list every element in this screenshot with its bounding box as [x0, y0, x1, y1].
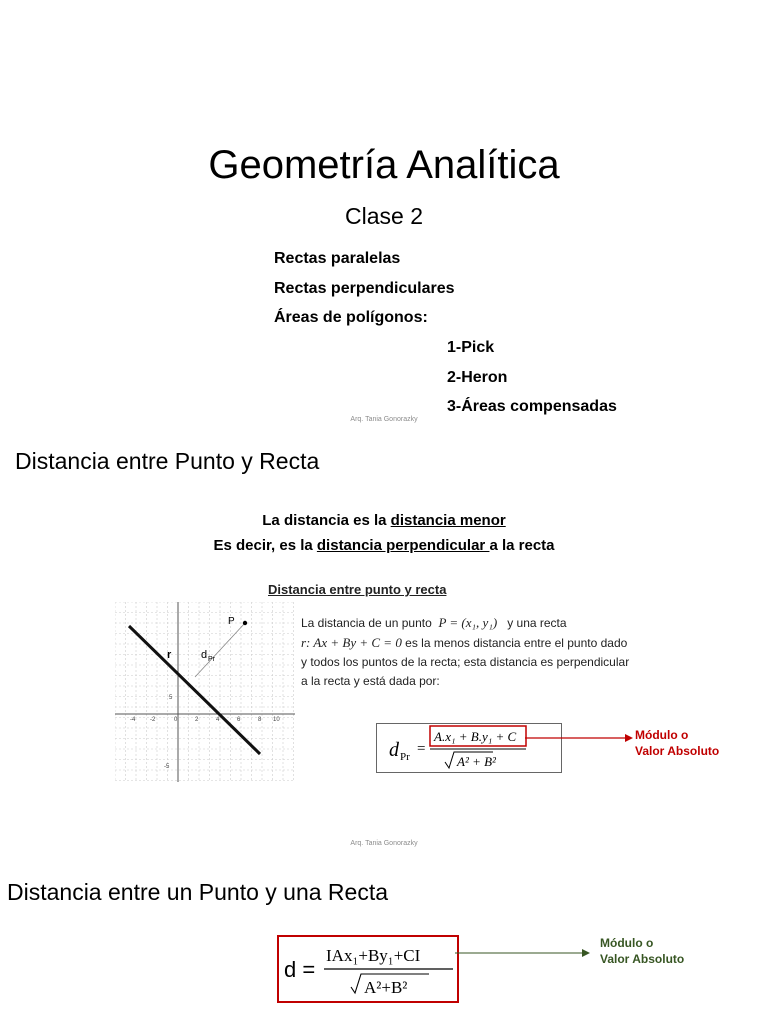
subtopic-item: 2-Heron	[447, 368, 508, 386]
y-tick-label: 5	[169, 695, 173, 701]
label-p: P	[228, 616, 235, 627]
lead-text: Es decir, es la	[213, 537, 317, 554]
absolute-value-note	[635, 727, 719, 759]
lead-text: a la recta	[489, 537, 555, 554]
x-tick-label: 6	[237, 717, 241, 723]
line-r	[129, 626, 260, 754]
x-tick-label: 2	[195, 717, 199, 723]
slide-2	[0, 430, 768, 855]
slide-1	[0, 0, 768, 430]
x-tick-label: 4	[216, 717, 220, 723]
formula-lhs: d =	[284, 957, 316, 982]
label-d-sub: Pr	[208, 656, 215, 663]
lead-line-2	[0, 537, 768, 554]
label-d: d	[201, 649, 208, 661]
line-formula: r: Ax + By + C = 0	[301, 635, 402, 650]
point-formula: P = (x₁, y₁)	[438, 615, 498, 630]
arrow-to-note-red	[525, 732, 633, 744]
formula-equals: =	[417, 741, 426, 757]
formula-lhs: d	[389, 739, 399, 761]
x-tick-label: 0	[174, 717, 178, 723]
subtopic-list	[447, 333, 617, 422]
lead-line-1	[0, 512, 768, 529]
formula-denominator: A² + B²	[457, 754, 496, 769]
distance-formula-box	[376, 723, 562, 773]
x-tick-label: -4	[130, 717, 136, 723]
desc-text: La distancia de un punto	[301, 616, 432, 630]
subtopic-item: 3-Áreas compensadas	[447, 398, 617, 415]
absolute-value-note	[600, 935, 684, 967]
graph-grid	[115, 602, 295, 782]
desc-text: y una recta	[507, 616, 567, 630]
figure-heading: Distancia entre punto y recta	[268, 582, 447, 597]
lead-text: La distancia es la	[262, 512, 391, 529]
x-tick-label: 8	[258, 717, 262, 723]
lead-underlined: distancia perpendicular	[316, 537, 490, 554]
slide-1-title: Geometría Analítica	[208, 143, 560, 187]
x-tick-label: -2	[150, 717, 156, 723]
note-line: Valor Absoluto	[600, 952, 685, 966]
formula-denominator: A²+B²	[364, 978, 408, 997]
note-line: Módulo o	[635, 728, 689, 742]
topic-item: Rectas perpendiculares	[274, 279, 455, 297]
distance-graph	[115, 602, 295, 782]
figure-description	[301, 613, 631, 691]
point-p	[243, 621, 247, 625]
lead-underlined: distancia menor	[390, 512, 506, 529]
slide-3	[0, 855, 768, 1024]
y-tick-label: -5	[164, 764, 170, 770]
slide-1-footer: Arq. Tania Gonorazky	[350, 416, 418, 423]
arrow-to-note-green	[455, 947, 590, 959]
x-tick-labels	[130, 695, 280, 770]
topic-item: Áreas de polígonos:	[274, 309, 428, 326]
slide-3-title: Distancia entre un Punto y una Recta	[7, 879, 389, 905]
slide-1-subtitle: Clase 2	[345, 203, 423, 229]
formula-numerator: IAx₁+By₁+CI	[326, 946, 421, 965]
distance-formula	[279, 937, 457, 1001]
topic-list	[274, 244, 455, 333]
x-tick-label: 10	[273, 717, 280, 723]
note-line: Módulo o	[600, 936, 654, 950]
label-r: r	[167, 649, 172, 661]
slide-2-footer: Arq. Tania Gonorazky	[350, 840, 418, 847]
topic-item: Rectas paralelas	[274, 250, 401, 267]
desc-text: es la menos distancia entre el punto dado y todos los puntos de la recta; esta distancia es perpendicular a la recta y está dada por:	[301, 636, 630, 688]
slide-2-title: Distancia entre Punto y Recta	[15, 448, 320, 474]
note-line: Valor Absoluto	[635, 744, 720, 758]
subtopic-item: 1-Pick	[447, 339, 495, 356]
formula-lhs-sub: Pr	[400, 751, 410, 763]
formula-numerator: A.x₁ + B.y₁ + C	[434, 729, 517, 744]
distance-formula-box	[277, 935, 459, 1003]
